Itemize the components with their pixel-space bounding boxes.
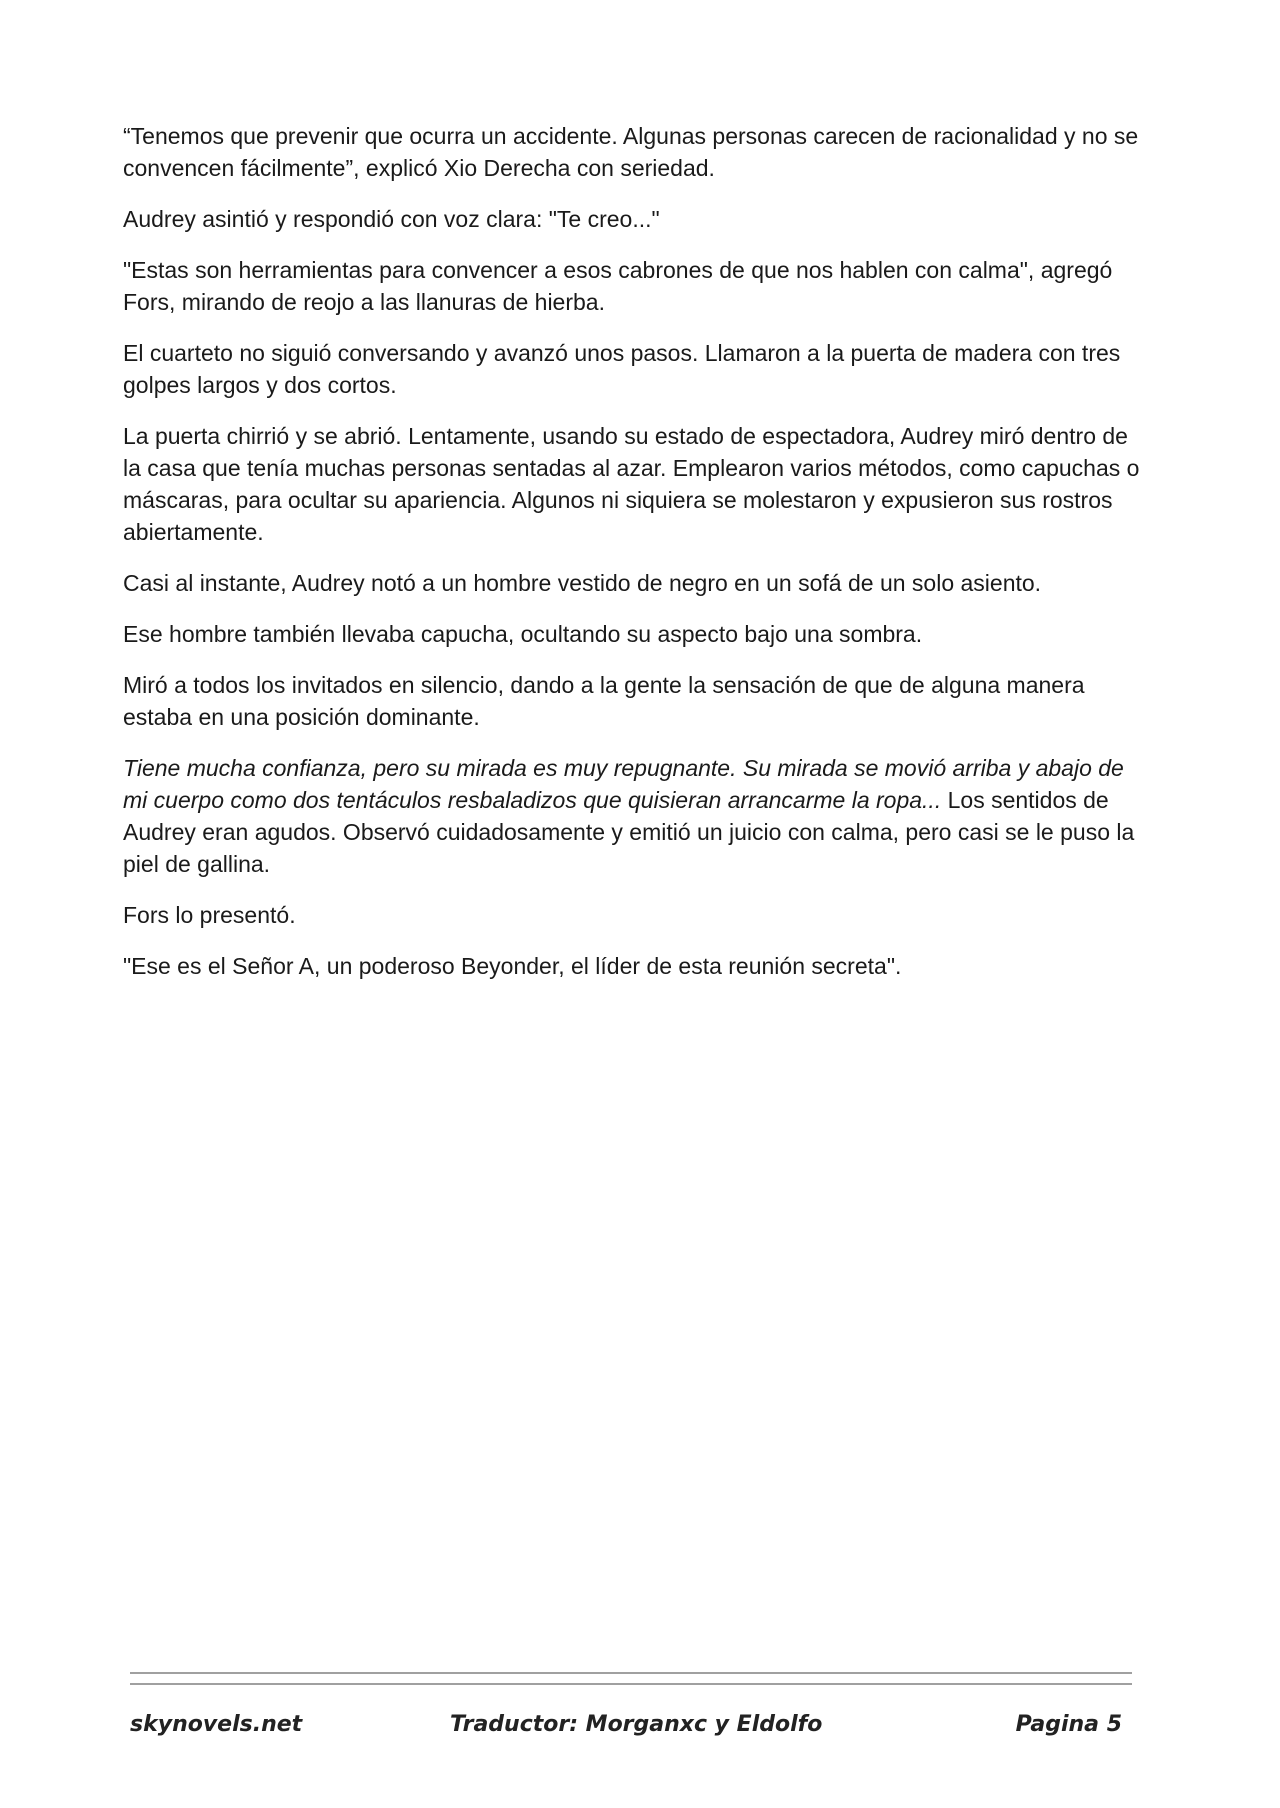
footer-site: skynovels.net: [130, 1712, 303, 1737]
paragraph-with-italic-thought: [123, 752, 1143, 880]
paragraph: La puerta chirrió y se abrió. Lentamente, usando su estado de espectadora, Audrey miró dentro de la casa que tenía muchas personas sentadas al azar. Emplearon varios métodos, como capuchas o máscaras, para ocultar su apariencia. Algunos ni siquiera se molestaron y expusieron sus rostros abiertamente.: [123, 423, 1140, 545]
body-text: [123, 120, 1143, 1001]
paragraph: Fors lo presentó.: [123, 902, 296, 928]
paragraph: Ese hombre también llevaba capucha, ocultando su aspecto bajo una sombra.: [123, 621, 923, 647]
footer-divider: [130, 1683, 1132, 1685]
footer-divider: [130, 1672, 1132, 1674]
paragraph: Casi al instante, Audrey notó a un hombre vestido de negro en un sofá de un solo asiento.: [123, 570, 1042, 596]
paragraph: Miró a todos los invitados en silencio, dando a la gente la sensación de que de alguna manera estaba en una posición dominante.: [123, 672, 1085, 730]
paragraph: Audrey asintió y respondió con voz clara: "Te creo...": [123, 206, 660, 232]
paragraph: "Estas son herramientas para convencer a esos cabrones de que nos hablen con calma", agregó Fors, mirando de reojo a las llanuras de hierba.: [123, 257, 1113, 315]
footer-translator: Traductor: Morganxc y Eldolfo: [450, 1712, 823, 1737]
italic-thought: Tiene mucha confianza, pero su mirada es muy repugnante. Su mirada se movió arriba y abajo de mi cuerpo como dos tentáculos resbaladizos que quisieran arrancarme la ropa...: [123, 755, 1124, 813]
paragraph-text: Los sentidos de Audrey eran agudos. Observó cuidadosamente y emitió un juicio con calma, pero casi se le puso la piel de gallina.: [123, 787, 1135, 877]
page-footer: [130, 1712, 1132, 1752]
footer-page-number: Pagina 5: [1015, 1712, 1122, 1737]
paragraph: “Tenemos que prevenir que ocurra un accidente. Algunas personas carecen de racionalidad y no se convencen fácilmente”, explicó Xio Derecha con seriedad.: [123, 123, 1139, 181]
paragraph: "Ese es el Señor A, un poderoso Beyonder, el líder de esta reunión secreta".: [123, 953, 902, 979]
paragraph: El cuarteto no siguió conversando y avanzó unos pasos. Llamaron a la puerta de madera con tres golpes largos y dos cortos.: [123, 340, 1121, 398]
